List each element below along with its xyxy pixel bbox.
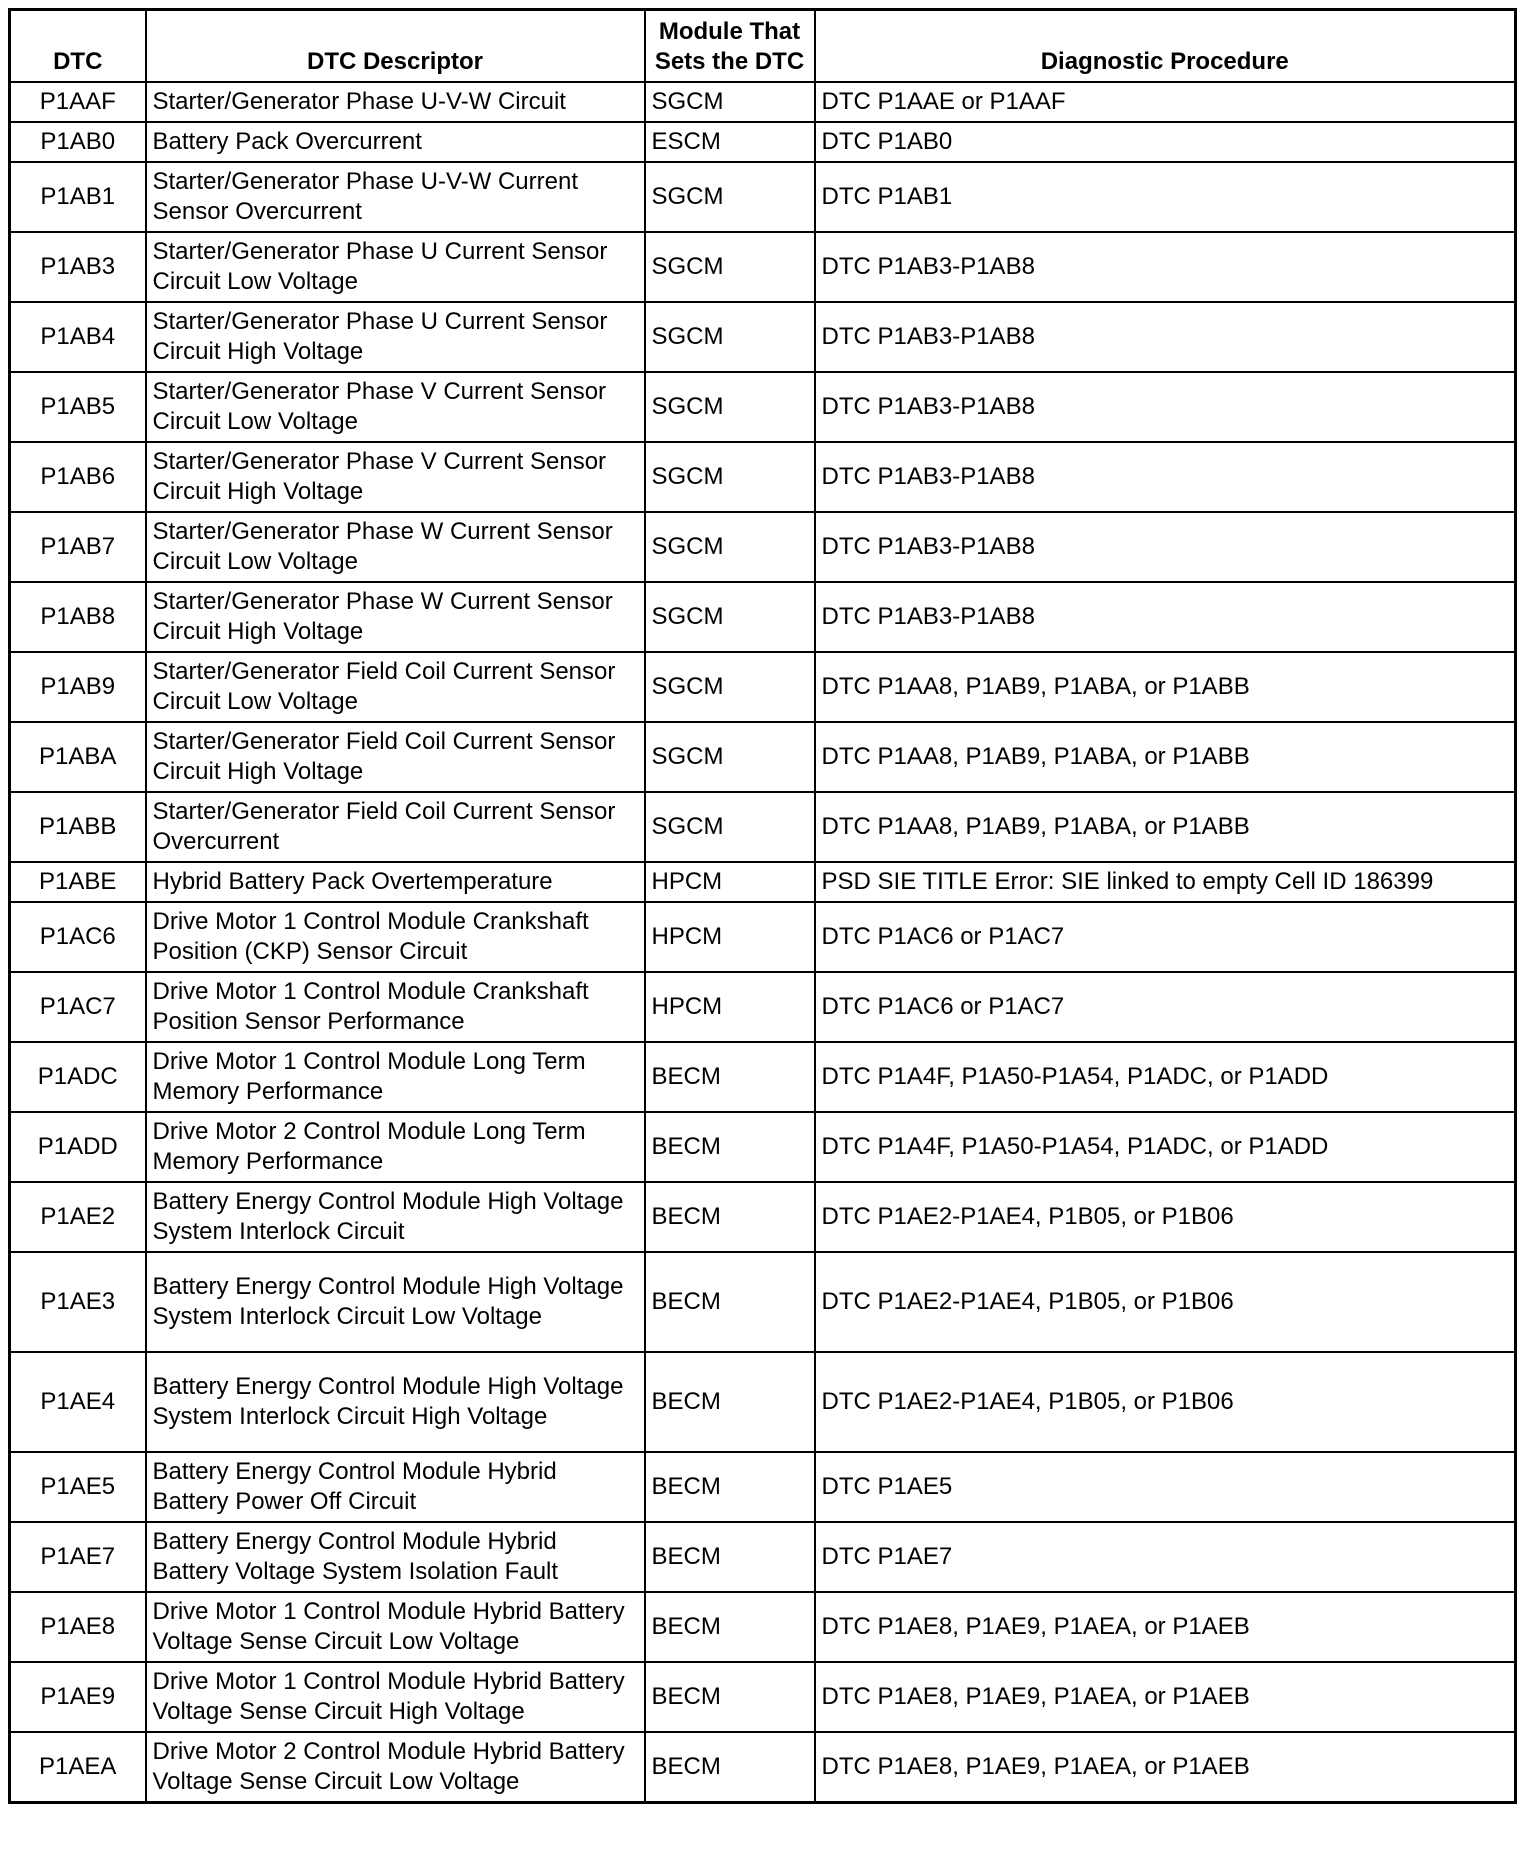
dtc-descriptor: Drive Motor 2 Control Module Hybrid Battery Voltage Sense Circuit Low Voltage	[146, 1732, 645, 1803]
dtc-procedure: DTC P1AE2-P1AE4, P1B05, or P1B06	[815, 1252, 1516, 1352]
header-procedure: Diagnostic Procedure	[815, 10, 1516, 83]
dtc-code: P1AE7	[10, 1522, 146, 1592]
dtc-procedure: DTC P1A4F, P1A50-P1A54, P1ADC, or P1ADD	[815, 1042, 1516, 1112]
dtc-code: P1AB3	[10, 232, 146, 302]
dtc-procedure: DTC P1AA8, P1AB9, P1ABA, or P1ABB	[815, 652, 1516, 722]
table-row	[10, 1112, 1516, 1182]
dtc-code: P1ABE	[10, 862, 146, 902]
dtc-descriptor: Starter/Generator Field Coil Current Sensor Circuit Low Voltage	[146, 652, 645, 722]
table-row	[10, 1732, 1516, 1803]
dtc-module: SGCM	[645, 162, 815, 232]
dtc-code: P1AE3	[10, 1252, 146, 1352]
table-row	[10, 722, 1516, 792]
dtc-code: P1AAF	[10, 82, 146, 122]
table-row	[10, 792, 1516, 862]
dtc-module: BECM	[645, 1522, 815, 1592]
dtc-code: P1AB1	[10, 162, 146, 232]
dtc-procedure: DTC P1AE5	[815, 1452, 1516, 1522]
dtc-descriptor: Starter/Generator Phase U Current Sensor Circuit High Voltage	[146, 302, 645, 372]
dtc-descriptor: Starter/Generator Phase U-V-W Current Sensor Overcurrent	[146, 162, 645, 232]
dtc-code: P1AE4	[10, 1352, 146, 1452]
dtc-code: P1AC6	[10, 902, 146, 972]
dtc-module: SGCM	[645, 722, 815, 792]
dtc-module: SGCM	[645, 82, 815, 122]
dtc-code: P1AB7	[10, 512, 146, 582]
header-module: Module That Sets the DTC	[645, 10, 815, 83]
dtc-procedure: DTC P1AB3-P1AB8	[815, 232, 1516, 302]
table-row	[10, 1522, 1516, 1592]
dtc-module: HPCM	[645, 902, 815, 972]
dtc-descriptor: Drive Motor 2 Control Module Long Term Memory Performance	[146, 1112, 645, 1182]
dtc-descriptor: Starter/Generator Field Coil Current Sensor Circuit High Voltage	[146, 722, 645, 792]
dtc-code: P1AB6	[10, 442, 146, 512]
table-row	[10, 1352, 1516, 1452]
dtc-module: BECM	[645, 1732, 815, 1803]
dtc-module: SGCM	[645, 372, 815, 442]
dtc-module: SGCM	[645, 582, 815, 652]
dtc-descriptor: Battery Pack Overcurrent	[146, 122, 645, 162]
dtc-code: P1ABA	[10, 722, 146, 792]
dtc-module: SGCM	[645, 792, 815, 862]
dtc-descriptor: Starter/Generator Phase U-V-W Circuit	[146, 82, 645, 122]
dtc-procedure: DTC P1AB0	[815, 122, 1516, 162]
table-row	[10, 1252, 1516, 1352]
dtc-module: SGCM	[645, 232, 815, 302]
dtc-code: P1AB8	[10, 582, 146, 652]
dtc-code: P1AB4	[10, 302, 146, 372]
dtc-descriptor: Drive Motor 1 Control Module Crankshaft Position Sensor Performance	[146, 972, 645, 1042]
dtc-code: P1AB0	[10, 122, 146, 162]
dtc-procedure: DTC P1AB3-P1AB8	[815, 302, 1516, 372]
dtc-module: BECM	[645, 1042, 815, 1112]
dtc-procedure: DTC P1AA8, P1AB9, P1ABA, or P1ABB	[815, 722, 1516, 792]
dtc-descriptor: Starter/Generator Field Coil Current Sensor Overcurrent	[146, 792, 645, 862]
dtc-module: BECM	[645, 1662, 815, 1732]
dtc-descriptor: Battery Energy Control Module High Voltage System Interlock Circuit High Voltage	[146, 1352, 645, 1452]
dtc-descriptor: Drive Motor 1 Control Module Long Term Memory Performance	[146, 1042, 645, 1112]
table-row	[10, 1592, 1516, 1662]
dtc-descriptor: Battery Energy Control Module Hybrid Battery Power Off Circuit	[146, 1452, 645, 1522]
dtc-descriptor: Starter/Generator Phase W Current Sensor Circuit High Voltage	[146, 582, 645, 652]
dtc-module: SGCM	[645, 442, 815, 512]
dtc-procedure: DTC P1AB1	[815, 162, 1516, 232]
dtc-module: SGCM	[645, 302, 815, 372]
table-row	[10, 652, 1516, 722]
table-row	[10, 162, 1516, 232]
table-row	[10, 1182, 1516, 1252]
dtc-descriptor: Drive Motor 1 Control Module Hybrid Battery Voltage Sense Circuit High Voltage	[146, 1662, 645, 1732]
table-row	[10, 82, 1516, 122]
header-descriptor: DTC Descriptor	[146, 10, 645, 83]
dtc-code: P1AE9	[10, 1662, 146, 1732]
dtc-code: P1AC7	[10, 972, 146, 1042]
dtc-procedure: DTC P1AE2-P1AE4, P1B05, or P1B06	[815, 1352, 1516, 1452]
table-row	[10, 972, 1516, 1042]
table-row	[10, 902, 1516, 972]
dtc-module: HPCM	[645, 972, 815, 1042]
table-row	[10, 1042, 1516, 1112]
dtc-descriptor: Hybrid Battery Pack Overtemperature	[146, 862, 645, 902]
dtc-procedure: DTC P1A4F, P1A50-P1A54, P1ADC, or P1ADD	[815, 1112, 1516, 1182]
table-row	[10, 862, 1516, 902]
dtc-module: BECM	[645, 1452, 815, 1522]
dtc-procedure: DTC P1AC6 or P1AC7	[815, 972, 1516, 1042]
dtc-code: P1AE2	[10, 1182, 146, 1252]
table-row	[10, 122, 1516, 162]
dtc-procedure: PSD SIE TITLE Error: SIE linked to empty Cell ID 186399	[815, 862, 1516, 902]
dtc-module: SGCM	[645, 512, 815, 582]
dtc-procedure: DTC P1AB3-P1AB8	[815, 442, 1516, 512]
dtc-procedure: DTC P1AA8, P1AB9, P1ABA, or P1ABB	[815, 792, 1516, 862]
table-row	[10, 302, 1516, 372]
dtc-procedure: DTC P1AE2-P1AE4, P1B05, or P1B06	[815, 1182, 1516, 1252]
table-row	[10, 232, 1516, 302]
dtc-code: P1ABB	[10, 792, 146, 862]
header-row	[10, 10, 1516, 83]
dtc-descriptor: Drive Motor 1 Control Module Crankshaft Position (CKP) Sensor Circuit	[146, 902, 645, 972]
dtc-descriptor: Starter/Generator Phase U Current Sensor Circuit Low Voltage	[146, 232, 645, 302]
dtc-procedure: DTC P1AE8, P1AE9, P1AEA, or P1AEB	[815, 1592, 1516, 1662]
dtc-descriptor: Starter/Generator Phase V Current Sensor Circuit High Voltage	[146, 442, 645, 512]
dtc-procedure: DTC P1AC6 or P1AC7	[815, 902, 1516, 972]
dtc-procedure: DTC P1AE8, P1AE9, P1AEA, or P1AEB	[815, 1732, 1516, 1803]
dtc-table	[8, 8, 1517, 1804]
dtc-descriptor: Battery Energy Control Module Hybrid Battery Voltage System Isolation Fault	[146, 1522, 645, 1592]
table-row	[10, 442, 1516, 512]
dtc-module: SGCM	[645, 652, 815, 722]
header-dtc: DTC	[10, 10, 146, 83]
dtc-code: P1AEA	[10, 1732, 146, 1803]
dtc-procedure: DTC P1AE8, P1AE9, P1AEA, or P1AEB	[815, 1662, 1516, 1732]
dtc-module: BECM	[645, 1592, 815, 1662]
table-row	[10, 372, 1516, 442]
dtc-code: P1ADC	[10, 1042, 146, 1112]
dtc-descriptor: Starter/Generator Phase W Current Sensor Circuit Low Voltage	[146, 512, 645, 582]
dtc-descriptor: Battery Energy Control Module High Voltage System Interlock Circuit	[146, 1182, 645, 1252]
dtc-descriptor: Drive Motor 1 Control Module Hybrid Battery Voltage Sense Circuit Low Voltage	[146, 1592, 645, 1662]
dtc-module: ESCM	[645, 122, 815, 162]
dtc-code: P1ADD	[10, 1112, 146, 1182]
table-row	[10, 1452, 1516, 1522]
dtc-procedure: DTC P1AE7	[815, 1522, 1516, 1592]
dtc-code: P1AB9	[10, 652, 146, 722]
dtc-descriptor: Starter/Generator Phase V Current Sensor Circuit Low Voltage	[146, 372, 645, 442]
table-row	[10, 512, 1516, 582]
dtc-procedure: DTC P1AB3-P1AB8	[815, 372, 1516, 442]
dtc-code: P1AE8	[10, 1592, 146, 1662]
dtc-procedure: DTC P1AB3-P1AB8	[815, 512, 1516, 582]
dtc-code: P1AB5	[10, 372, 146, 442]
dtc-procedure: DTC P1AB3-P1AB8	[815, 582, 1516, 652]
dtc-code: P1AE5	[10, 1452, 146, 1522]
dtc-module: BECM	[645, 1252, 815, 1352]
table-row	[10, 582, 1516, 652]
dtc-module: BECM	[645, 1112, 815, 1182]
table-row	[10, 1662, 1516, 1732]
dtc-module: HPCM	[645, 862, 815, 902]
dtc-procedure: DTC P1AAE or P1AAF	[815, 82, 1516, 122]
dtc-module: BECM	[645, 1182, 815, 1252]
dtc-module: BECM	[645, 1352, 815, 1452]
dtc-descriptor: Battery Energy Control Module High Voltage System Interlock Circuit Low Voltage	[146, 1252, 645, 1352]
